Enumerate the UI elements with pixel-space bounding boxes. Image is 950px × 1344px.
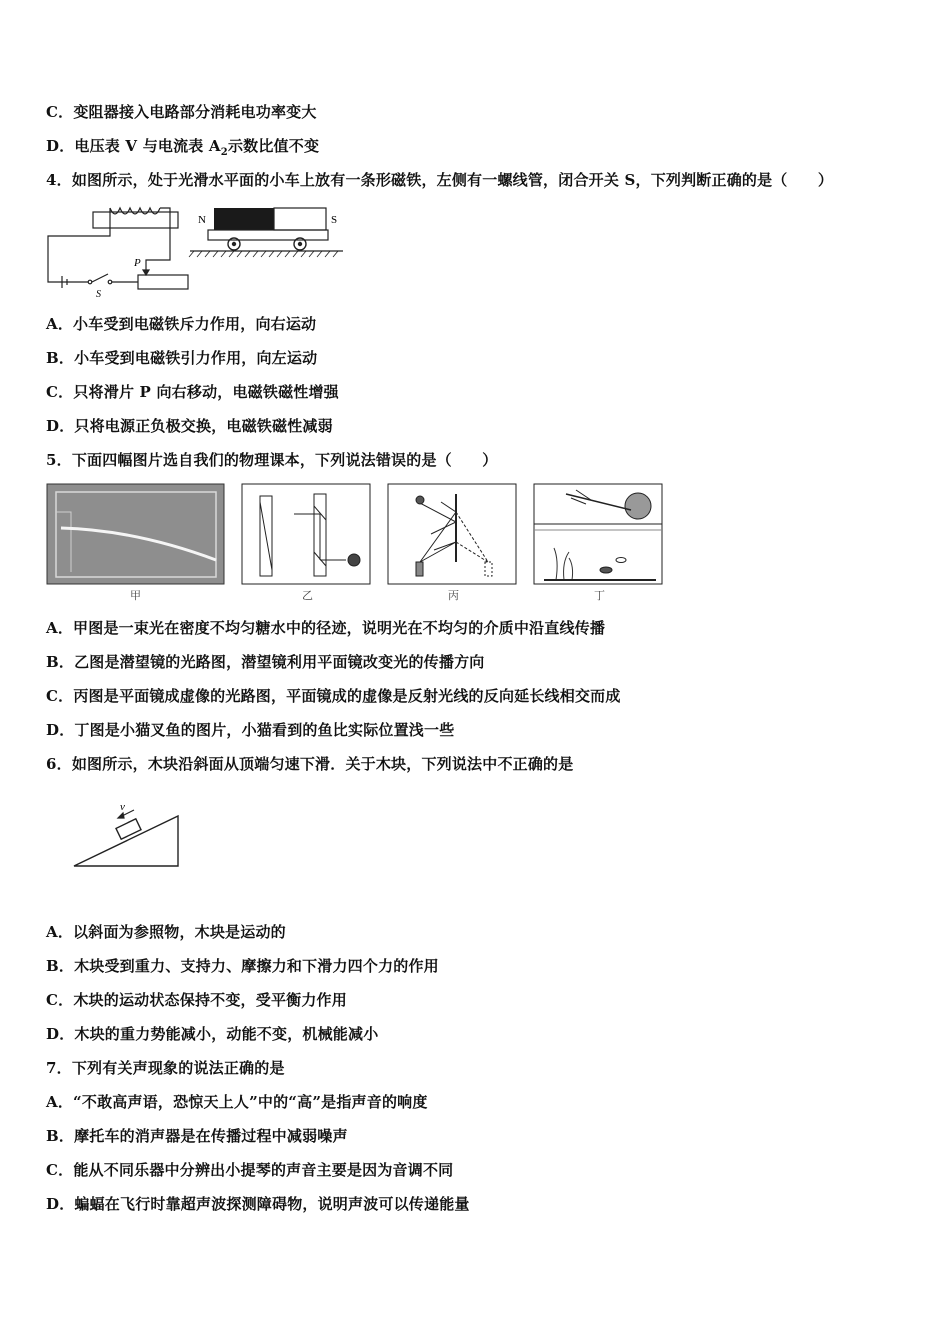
q6-option-a: A．以斜面为参照物，木块是运动的 [46, 923, 286, 941]
q6-option-b: B．木块受到重力、支持力、摩擦力和下滑力四个力的作用 [46, 957, 439, 975]
q6-figure-incline-block [70, 798, 190, 873]
q6-stem: 6．如图所示，木块沿斜面从顶端匀速下滑．关于木块，下列说法中不正确的是 [46, 755, 574, 773]
panel-ding-caption: 丁 [594, 590, 605, 602]
q3-option-d-text-a: D．电压表 V 与电流表 A [46, 137, 221, 155]
slider-p-label: P [134, 257, 141, 269]
q6-option-d: D．木块的重力势能减小，动能不变，机械能减小 [46, 1025, 379, 1043]
q7-option-c: C．能从不同乐器中分辨出小提琴的声音主要是因为音调不同 [46, 1161, 454, 1179]
panel-yi-caption: 乙 [302, 590, 313, 602]
panel-jia-light-in-sugar-water [47, 484, 224, 584]
q5-option-b: B．乙图是潜望镜的光路图，潜望镜利用平面镜改变光的传播方向 [46, 653, 485, 671]
q3-option-d [46, 136, 319, 163]
magnet-n-label: N [198, 214, 206, 226]
magnet-s-pole [274, 208, 326, 230]
q5-figure-four-panels [46, 482, 668, 604]
solenoid-coil [48, 208, 170, 282]
panel-bing-plane-mirror [388, 484, 516, 584]
q7-option-b: B．摩托车的消声器是在传播过程中减弱噪声 [46, 1127, 348, 1145]
q4-option-c: C．只将滑片 P 向右移动，电磁铁磁性增强 [46, 383, 339, 401]
panel-bing-caption: 丙 [448, 590, 459, 602]
panel-yi-periscope [242, 484, 370, 584]
q4-stem: 4．如图所示，处于光滑水平面的小车上放有一条形磁铁，左侧有一螺线管，闭合开关 S，下列判断正确的是（ ） [46, 171, 834, 189]
switch-label: S [96, 289, 101, 300]
q3-option-d-text-b: 示数比值不变 [227, 137, 320, 155]
q7-option-a: A．“不敢高声语，恐惊天上人”中的“高”是指声音的响度 [46, 1093, 428, 1111]
cart-body [208, 230, 328, 240]
panel-ding-cat-fishing [534, 484, 662, 584]
q5-option-a: A．甲图是一束光在密度不均匀糖水中的径迹，说明光在不均匀的介质中沿直线传播 [46, 619, 606, 637]
slider-p-icon [143, 266, 149, 275]
q4-figure-solenoid-cart [38, 200, 348, 300]
q3-option-d-subscript: 2 [220, 147, 228, 158]
q7-stem: 7．下列有关声现象的说法正确的是 [46, 1059, 285, 1077]
magnet-n-pole [214, 208, 274, 230]
q5-option-d: D．丁图是小猫叉鱼的图片，小猫看到的鱼比实际位置浅一些 [46, 721, 455, 739]
panel-jia-caption: 甲 [130, 590, 141, 602]
q6-option-c: C．木块的运动状态保持不变，受平衡力作用 [46, 991, 347, 1009]
q5-option-c: C．丙图是平面镜成虚像的光路图，平面镜成的虚像是反射光线的反向延长线相交而成 [46, 687, 621, 705]
q3-option-c: C．变阻器接入电路部分消耗电功率变大 [46, 103, 317, 121]
rheostat [138, 275, 188, 289]
q4-option-d: D．只将电源正负极交换，电磁铁磁性减弱 [46, 417, 333, 435]
q4-option-a: A．小车受到电磁铁斥力作用，向右运动 [46, 315, 317, 333]
q4-option-b: B．小车受到电磁铁引力作用，向左运动 [46, 349, 318, 367]
ground-hatch [189, 251, 338, 257]
switch-icon [88, 274, 138, 284]
velocity-label: v [120, 801, 125, 813]
magnet-s-label: S [331, 214, 338, 226]
q7-option-d: D．蝙蝠在飞行时靠超声波探测障碍物，说明声波可以传递能量 [46, 1195, 470, 1213]
q5-stem: 5．下面四幅图片选自我们的物理课本，下列说法错误的是（ ） [46, 451, 498, 469]
